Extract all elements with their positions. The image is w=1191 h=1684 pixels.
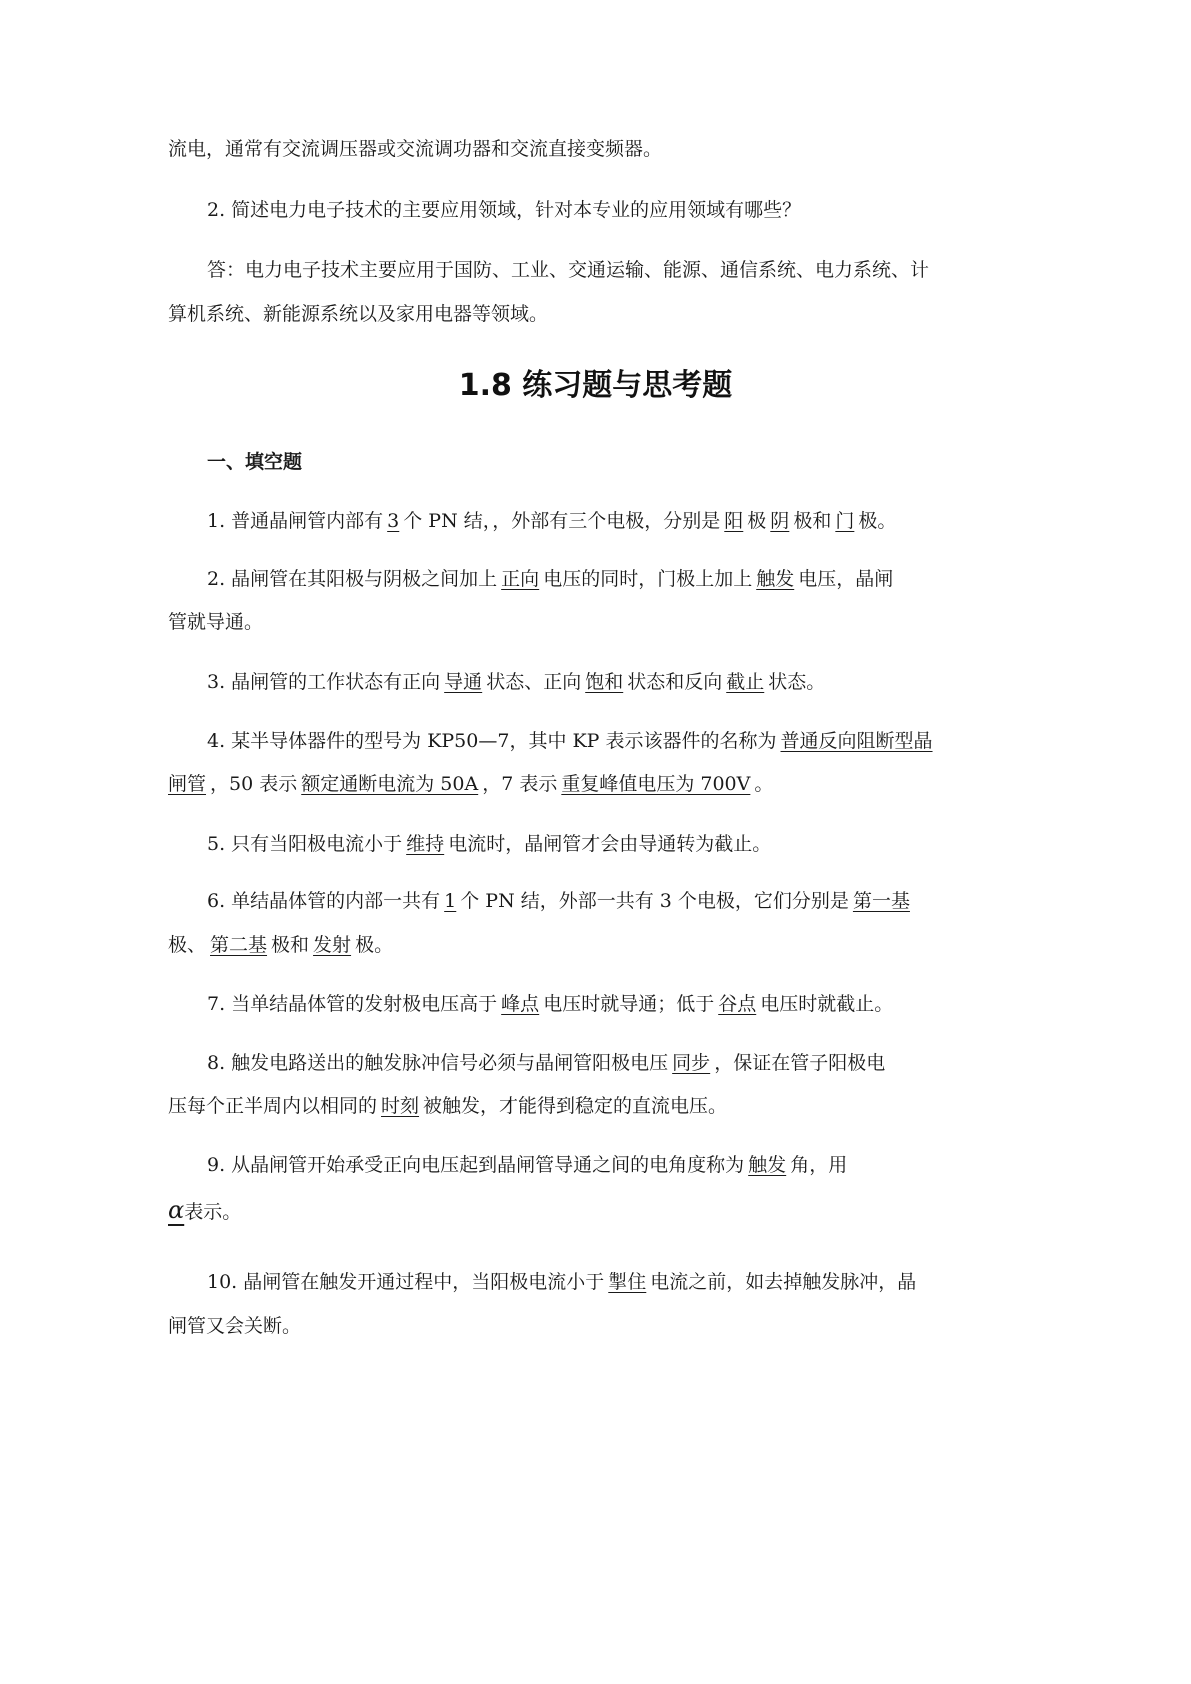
section-heading: 1.8 练习题与思考题 [458,368,733,403]
item-9-line-1 [207,1153,847,1177]
answer-blank: 掣住 [608,1271,647,1293]
item-8-line-2 [168,1094,727,1118]
text: 电压，晶闸 [798,568,894,590]
item-2-line-2: 管就导通。 [168,611,264,633]
text: 10. 晶闸管在触发开通过程中，当阳极电流小于 [207,1271,605,1293]
text: 状态、正向 [486,671,582,693]
text: 1. 普通晶闸管内部有 [207,510,384,532]
answer-blank: 同步 [672,1052,711,1074]
answer-blank: 第一基 [852,890,910,912]
item-2-line-1 [207,567,893,591]
text: ，50 表示 [210,773,298,795]
text: 极。 [355,934,394,956]
text: 6. 单结晶体管的内部一共有 [207,890,441,912]
question-2: 2. 简述电力电子技术的主要应用领域，针对本专业的应用领域有哪些？ [207,199,802,221]
item-10-line-1 [207,1270,916,1294]
text: 压每个正半周内以相同的 [168,1095,378,1117]
item-6-line-1 [207,889,914,913]
item-4-line-1 [207,729,937,753]
text: 7. 当单结晶体管的发射极电压高于 [207,993,498,1015]
text: ，保证在管子阳极电 [714,1052,886,1074]
alpha-symbol: α [168,1196,185,1224]
text: 电流之前，如去掉触发脉冲，晶 [650,1271,917,1293]
answer-blank: 截止 [726,671,765,693]
text: 8. 触发电路送出的触发脉冲信号必须与晶闸管阳极电压 [207,1052,669,1074]
answer-blank: 谷点 [718,993,757,1015]
text: 极和 [271,934,310,956]
text: 电压的同时，门极上加上 [543,568,753,590]
text: 3. 晶闸管的工作状态有正向 [207,671,441,693]
text: 4. 某半导体器件的型号为 KP50—7，其中 KP 表示该器件的名称为 [207,730,777,752]
item-3 [207,670,825,694]
answer-blank: 门 [835,510,855,532]
answer-blank: 重复峰值电压为 700V [561,773,751,795]
text: 9. 从晶闸管开始承受正向电压起到晶闸管导通之间的电角度称为 [207,1154,745,1176]
text: 角，用 [790,1154,848,1176]
text: 极 [747,510,767,532]
text: 极和 [793,510,832,532]
answer-blank: 闸管 [168,773,207,795]
answer-blank: 第二基 [210,934,268,956]
answer-blank: 阳 [724,510,744,532]
item-1 [207,509,896,533]
text: 个 PN 结，外部一共有 3 个电极，它们分别是 [460,890,849,912]
fill-blank-section-title: 一、填空题 [207,451,303,473]
text: 电压时就截止。 [760,993,894,1015]
item-9-line-2 [168,1198,241,1224]
answer-blank: 发射 [313,934,352,956]
answer-blank: 额定通断电流为 50A [301,773,479,795]
answer-blank: 普通反向阻断型晶 [780,730,933,752]
text: 5. 只有当阳极电流小于 [207,833,403,855]
text: 电压时就导通；低于 [543,993,715,1015]
answer-blank: 峰点 [501,993,540,1015]
answer-blank: 阴 [770,510,790,532]
text: 极、 [168,934,207,956]
answer-blank: 导通 [444,671,483,693]
item-5 [207,832,771,856]
item-8-line-1 [207,1051,885,1075]
text: 状态。 [768,671,826,693]
text: 极。 [858,510,897,532]
text: 状态和反向 [627,671,723,693]
answer-2-line-1: 答：电力电子技术主要应用于国防、工业、交通运输、能源、通信系统、电力系统、计 [207,259,930,281]
answer-blank: 饱和 [585,671,624,693]
answer-blank: 时刻 [381,1095,420,1117]
text: 个 PN 结，，外部有三个电极，分别是 [403,510,721,532]
text: 。 [754,773,774,795]
item-7 [207,992,893,1016]
item-10-line-2: 闸管又会关断。 [168,1315,302,1337]
text: 2. 晶闸管在其阳极与阴极之间加上 [207,568,498,590]
text: 表示。 [184,1201,242,1223]
answer-blank: 3 [387,510,400,532]
answer-blank: 正向 [501,568,540,590]
answer-blank: 1 [444,890,457,912]
paragraph-continuation: 流电，通常有交流调压器或交流调功器和交流直接变频器。 [168,138,663,160]
answer-blank: 触发 [756,568,795,590]
text: ，7 表示 [482,773,558,795]
item-4-line-2 [168,772,773,796]
answer-blank: 触发 [748,1154,787,1176]
answer-2-line-2: 算机系统、新能源系统以及家用电器等领域。 [168,303,549,325]
text: 被触发，才能得到稳定的直流电压。 [423,1095,728,1117]
item-6-line-2 [168,933,393,957]
text: 电流时，晶闸管才会由导通转为截止。 [448,833,772,855]
answer-blank: 维持 [406,833,445,855]
